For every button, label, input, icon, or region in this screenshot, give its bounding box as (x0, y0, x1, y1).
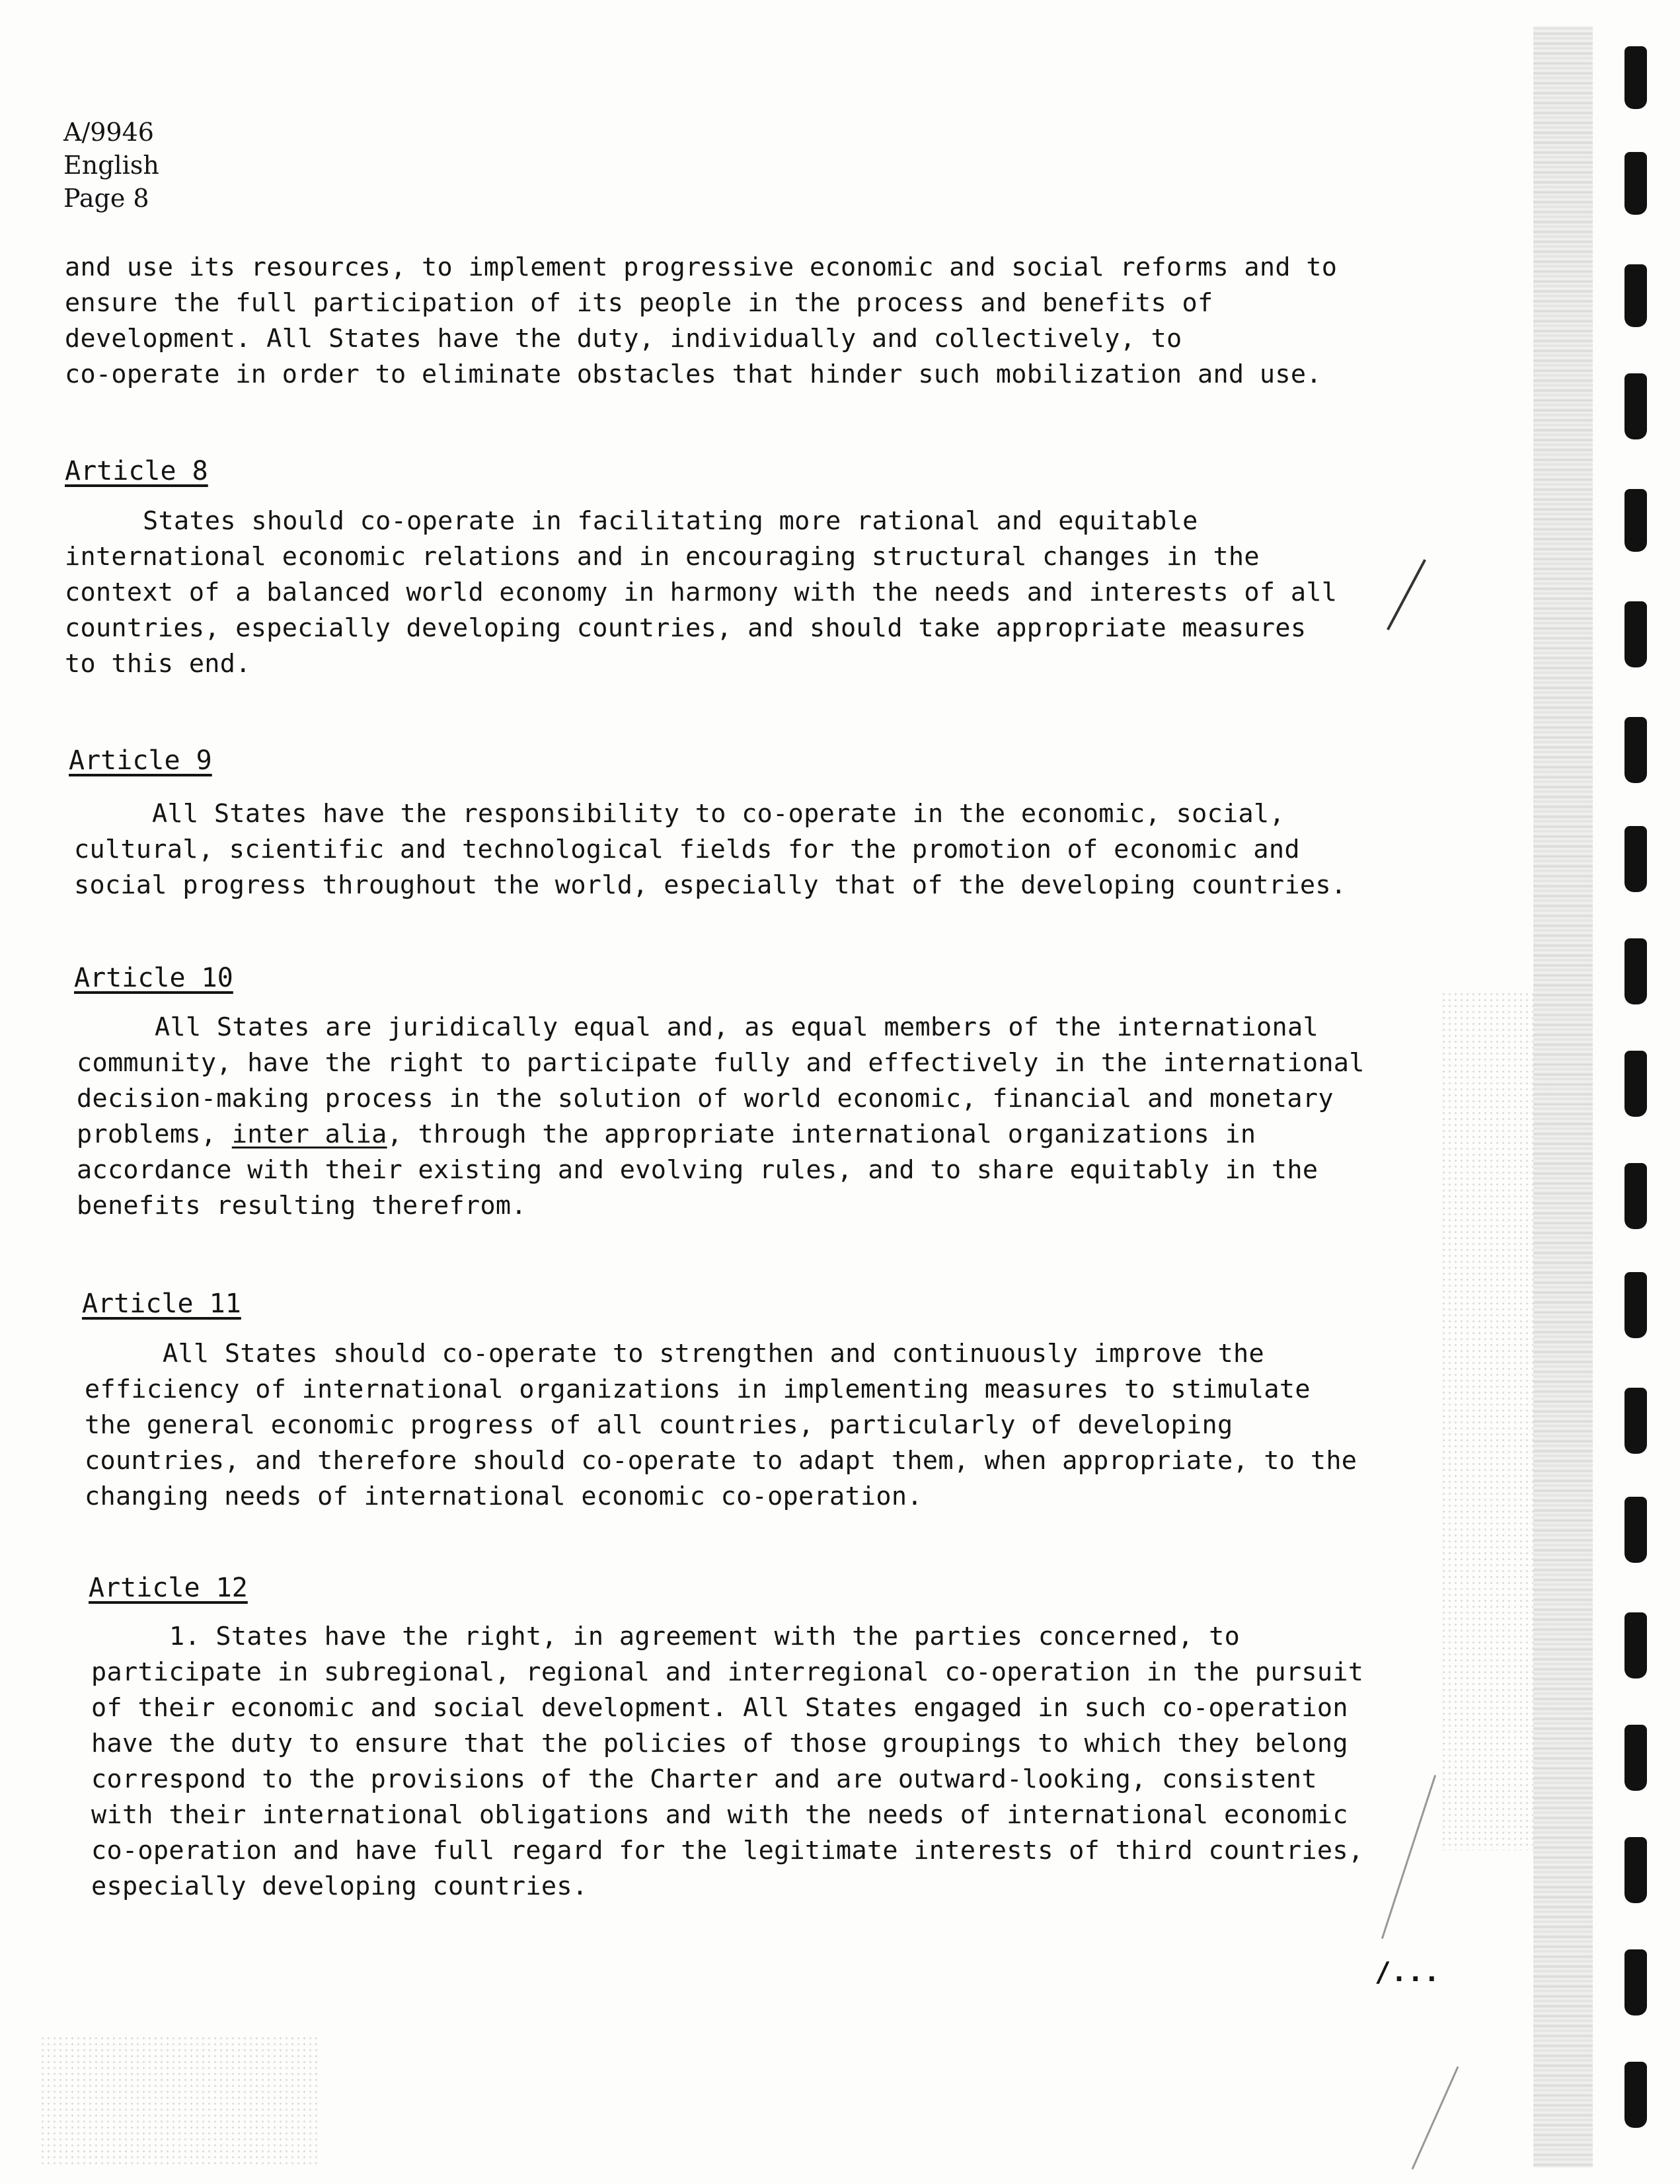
punch-hole (1624, 601, 1647, 667)
punch-hole (1624, 826, 1647, 892)
article-10-body (77, 1010, 1438, 1224)
article-9-text: All States have the responsibility to co-operate in the economic, social, cultural, scientific and technological fields for the promotion of economic and social progress throughout the world, especially that of the developing countries. (74, 799, 1347, 900)
pen-mark (1412, 2066, 1459, 2170)
article-9-heading: Article 9 (69, 745, 212, 776)
binding-margin (1533, 26, 1593, 2167)
punch-hole (1624, 373, 1647, 439)
punch-hole (1624, 1612, 1647, 1678)
article-9-body (74, 796, 1435, 903)
article-10-text (77, 1010, 1438, 1224)
article-8-text: States should co-operate in facilitating more rational and equitable international economic relations and in encouraging structural changes in the context of a balanced world economy in harmony with the needs and interests of all countries, especially developing countries, and should take appropriate measures to this end. (65, 506, 1338, 679)
article-12-text: 1. States have the right, in agreement with the parties concerned, to participate in subregional, regional and interregional co-operation in the pursuit of their economic and social development. All States engaged in such co-operation have the duty to ensure that the policies of those groupings to which they belong correspond to the provisions of the Charter and are outward-looking, consistent with their international obligations and with the needs of international economic co-operation and have full regard for the legitimate interests of third countries, especially developing countries. (91, 1622, 1364, 1901)
document-symbol: A/9946 (63, 118, 154, 147)
intro-paragraph: and use its resources, to implement progressive economic and social reforms and to ensure the full participation of its people in the process and benefits of development. All States have the duty, individually and collectively, to co-operate in order to eliminate obstacles that hinder such mobilization and use. (65, 252, 1338, 389)
punch-hole (1624, 938, 1647, 1004)
article-11-body (85, 1336, 1446, 1515)
punch-hole (1624, 1272, 1647, 1338)
punch-hole (1624, 1949, 1647, 2015)
article-11-text: All States should co-operate to strengthen and continuously improve the efficiency of international organizations in implementing measures to stimulate the general economic progress of all countries, particularly of developing countries, and therefore should co-operate to adapt them, when appropriate, to the changing needs of international economic co-operation. (85, 1339, 1357, 1511)
punch-hole (1624, 264, 1647, 327)
punch-hole (1624, 1497, 1647, 1563)
punch-hole (1624, 2062, 1647, 2128)
document-header (63, 116, 159, 215)
scan-speckle (40, 2035, 317, 2167)
punch-hole (1624, 1837, 1647, 1903)
scan-speckle (1441, 991, 1533, 1850)
punch-hole (1624, 489, 1647, 552)
article-10-text-after: , through the appropriate international organizations in accordance with their existing and evolving rules, and to share equitably in the benefits resulting therefrom. (77, 1119, 1318, 1221)
punch-hole (1624, 717, 1647, 783)
punch-hole (1624, 46, 1647, 109)
punch-hole (1624, 1388, 1647, 1454)
document-language: English (63, 151, 159, 180)
punch-hole (1624, 1163, 1647, 1229)
punch-hole (1624, 1725, 1647, 1791)
article-10-emphasis: inter alia (231, 1119, 387, 1149)
article-12-body (91, 1619, 1453, 1904)
article-10-heading: Article 10 (74, 963, 233, 993)
article-10-text-before: All States are juridically equal and, as equal members of the international community, have the right to participate fully and effectively in the international decision-making process in the solution of world economic, financial and monetary problems, (77, 1012, 1365, 1149)
article-8-body (65, 504, 1426, 682)
continuation-mark: /... (1375, 1956, 1440, 1988)
intro-paragraph-block (65, 250, 1426, 393)
punch-hole (1624, 1051, 1647, 1117)
article-8-heading: Article 8 (65, 456, 208, 486)
punch-hole (1624, 152, 1647, 215)
article-11-heading: Article 11 (82, 1289, 241, 1319)
page-number: Page 8 (63, 184, 149, 213)
article-12-heading: Article 12 (89, 1573, 248, 1603)
